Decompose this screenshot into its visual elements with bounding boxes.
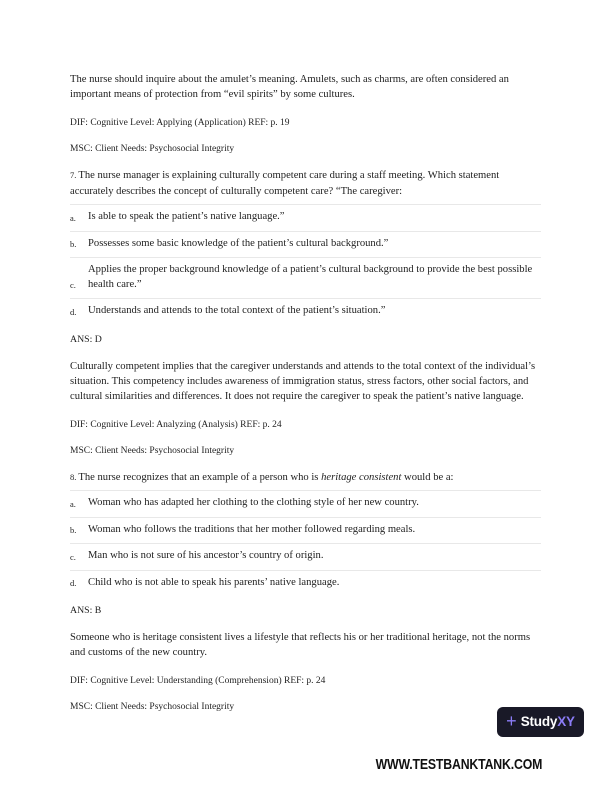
q8-option-a-label: a. bbox=[70, 498, 76, 509]
question-7-options bbox=[70, 204, 541, 325]
question-8-text-italic: heritage consistent bbox=[321, 471, 402, 483]
question-7-dif-line: DIF: Cognitive Level: Analyzing (Analysis) REF: p. 24 bbox=[70, 419, 282, 430]
q8-option-c-text: Man who is not sure of his ancestor’s country of origin. bbox=[88, 550, 324, 561]
plus-icon: + bbox=[506, 711, 517, 731]
q8-option-d bbox=[70, 570, 541, 597]
question-7-stem bbox=[70, 168, 541, 199]
q7-option-c bbox=[70, 257, 541, 298]
q8-option-d-label: d. bbox=[70, 578, 77, 588]
previous-dif-line: DIF: Cognitive Level: Applying (Application) REF: p. 19 bbox=[70, 118, 290, 128]
question-7-explanation: Culturally competent implies that the caregiver understands and attends to the total context of the individual’s situation. This competency includes awareness of immigration status, stress factors, other social factors, and cultural similarities and differences. It does not require the caregiver to speak the patient’s native language. bbox=[70, 360, 536, 402]
website-url: WWW.TESTBANKTANK.COM bbox=[375, 756, 542, 773]
question-8-answer: ANS: B bbox=[70, 605, 102, 616]
question-8-options bbox=[70, 490, 541, 596]
q8-option-d-text: Child who is not able to speak his parents’ native language. bbox=[88, 576, 340, 588]
q8-option-c-label: c. bbox=[70, 551, 76, 562]
question-7-number: 7. bbox=[70, 170, 77, 180]
q8-option-b bbox=[70, 517, 541, 544]
question-8-stem bbox=[70, 470, 541, 486]
q7-option-d bbox=[70, 298, 541, 325]
q8-option-b-label: b. bbox=[70, 525, 77, 535]
q7-option-b-label: b. bbox=[70, 239, 77, 249]
question-7-text: The nurse manager is explaining culturally competent care during a staff meeting. Which statement accurately describes the concept of culturally competent care? “The caregiver: bbox=[70, 170, 500, 197]
q7-option-c-text: Applies the proper background knowledge of a patient’s cultural background to provide the best possible health care.” bbox=[88, 264, 533, 290]
question-7-msc-line: MSC: Client Needs: Psychosocial Integrity bbox=[70, 445, 235, 456]
question-8-explanation: Someone who is heritage consistent lives a lifestyle that reflects his or her traditional heritage, not the norms and customs of the new country. bbox=[70, 632, 531, 658]
question-8-msc-line: MSC: Client Needs: Psychosocial Integrity bbox=[70, 702, 235, 712]
page-content bbox=[70, 72, 541, 713]
q7-option-d-label: d. bbox=[70, 306, 77, 317]
studyxy-wordmark bbox=[521, 713, 575, 731]
logo-xy-text: XY bbox=[557, 714, 575, 729]
q7-option-a bbox=[70, 204, 541, 231]
previous-answer-explanation: The nurse should inquire about the amulet’s meaning. Amulets, such as charms, are often considered an important means of protection from “evil spirits” by some cultures. bbox=[70, 74, 509, 100]
question-8-text-prefix: The nurse recognizes that an example of a person who is bbox=[78, 471, 322, 483]
q8-option-b-text: Woman who follows the traditions that her mother followed regarding meals. bbox=[88, 523, 416, 535]
q8-option-a bbox=[70, 490, 541, 517]
q7-option-c-label: c. bbox=[70, 280, 76, 290]
question-8-text-suffix: would be a: bbox=[401, 471, 454, 483]
studyxy-logo-badge bbox=[497, 707, 584, 737]
logo-study-text: Study bbox=[520, 714, 558, 729]
previous-msc-line: MSC: Client Needs: Psychosocial Integrity bbox=[70, 144, 235, 154]
q7-option-b-text: Possesses some basic knowledge of the patient’s cultural background.” bbox=[88, 237, 389, 249]
q7-option-b bbox=[70, 231, 541, 258]
q8-option-c bbox=[70, 543, 541, 570]
question-8-dif-line: DIF: Cognitive Level: Understanding (Comprehension) REF: p. 24 bbox=[70, 676, 326, 686]
q7-option-a-label: a. bbox=[70, 212, 76, 223]
question-7-answer: ANS: D bbox=[70, 333, 102, 345]
q7-option-d-text: Understands and attends to the total context of the patient’s situation.” bbox=[88, 305, 386, 316]
q7-option-a-text: Is able to speak the patient’s native language.” bbox=[88, 211, 285, 222]
q8-option-a-text: Woman who has adapted her clothing to the clothing style of her new country. bbox=[88, 497, 419, 508]
question-8-number: 8. bbox=[70, 471, 77, 482]
